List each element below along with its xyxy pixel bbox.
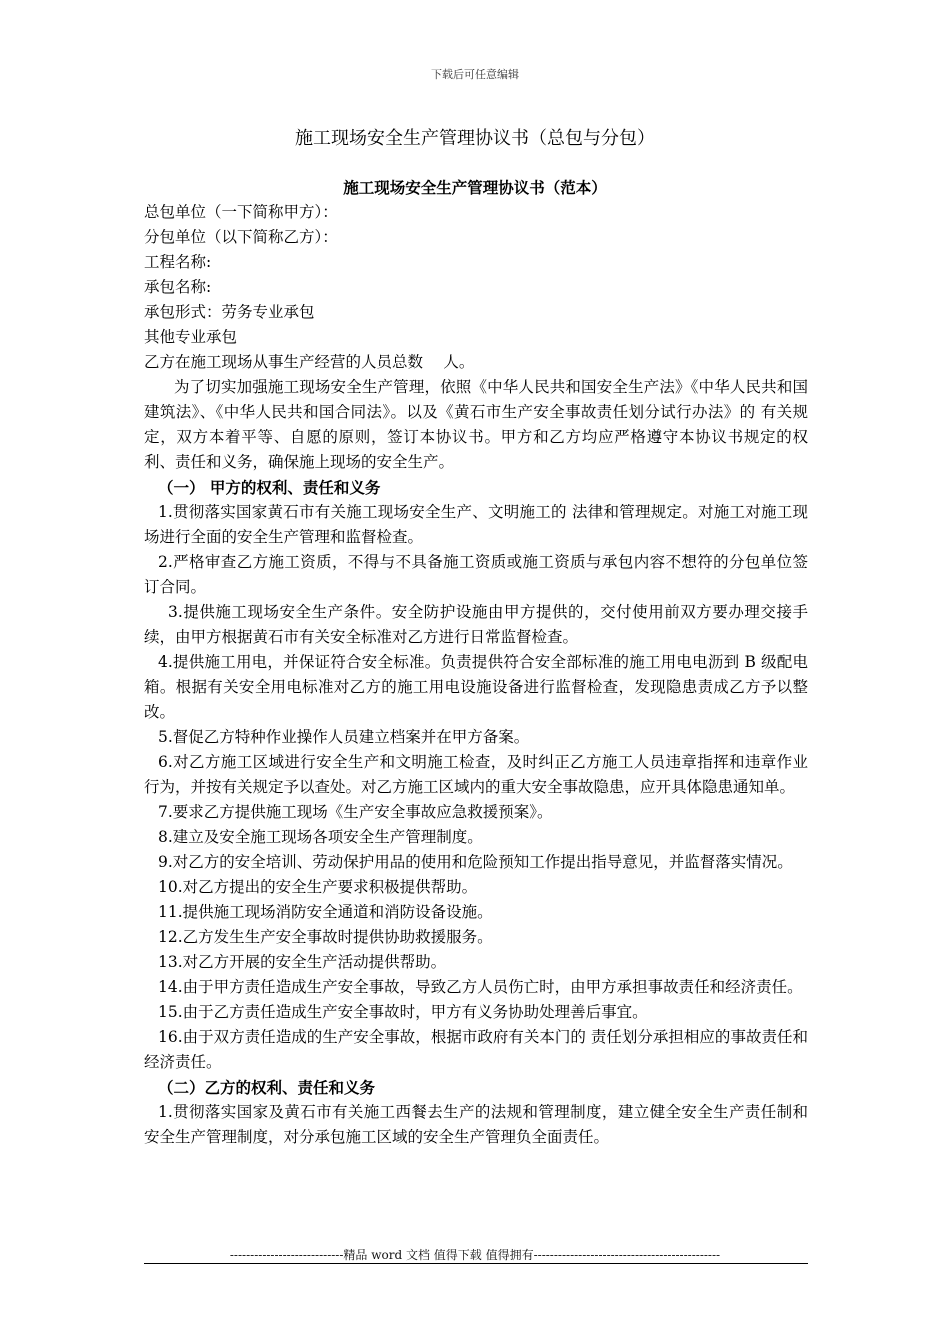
document-body: [144, 200, 808, 1150]
document-title: 施工现场安全生产管理协议书（总包与分包）: [295, 128, 655, 149]
field-contract-name: 承包名称:: [144, 278, 212, 296]
section-1-heading: （一） 甲方的权利、责任和义务: [158, 478, 381, 497]
document-subtitle: 施工现场安全生产管理协议书（范本）: [343, 178, 607, 197]
footer-divider: [144, 1263, 808, 1264]
section-1-item: 9.对乙方的安全培训、劳动保护用品的使用和危险预知工作提出指导意见，并监督落实情况。: [158, 853, 793, 871]
section-1-item: 11.提供施工现场消防安全通道和消防设备设施。: [158, 903, 493, 921]
section-1-item: 1.贯彻落实国家黄石市有关施工现场安全生产、文明施工的 法律和管理规定。对施工对施工现场进行全面的安全生产管理和监督检查。: [144, 503, 808, 546]
section-1-item: 13.对乙方开展的安全生产活动提供帮助。: [158, 953, 447, 971]
field-staff-count: 乙方在施工现场从事生产经营的人员总数 人。: [144, 353, 475, 371]
section-1-item: 5.督促乙方特种作业操作人员建立档案并在甲方备案。: [158, 728, 530, 746]
field-contract-form: 承包形式：劳务专业承包: [144, 303, 315, 321]
intro-paragraph: 为了切实加强施工现场安全生产管理，依照《中华人民共和国安全生产法》《中华人民共和国建筑法》、《中华人民共和国合同法》。以及《黄石市生产安全事故责任划分试行办法》的 有关规定，双方本着平等、自愿的原则，签订本协议书。甲方和乙方均应严格遵守本协议书规定的权利、责任和义务，确保施上现场的安全生产。: [144, 378, 808, 471]
section-1-item: 2.严格审查乙方施工资质，不得与不具备施工资质或施工资质与承包内容不想符的分包单位签订合同。: [144, 553, 808, 596]
section-1-item: 14.由于甲方责任造成生产安全事故，导致乙方人员伤亡时，由甲方承担事故责任和经济责任。: [158, 978, 803, 996]
section-1-item: 3.提供施工现场安全生产条件。安全防护设施由甲方提供的，交付使用前双方要办理交接手续，由甲方根据黄石市有关安全标准对乙方进行日常监督检查。: [144, 603, 808, 646]
section-1-item: 12.乙方发生生产安全事故时提供协助救援服务。: [158, 928, 493, 946]
header-note: 下载后可任意编辑: [431, 68, 519, 81]
section-1-item: 15.由于乙方责任造成生产安全事故时，甲方有义务协助处理善后事宜。: [158, 1003, 648, 1021]
field-project-name: 工程名称:: [144, 253, 212, 271]
section-1-item: 7.要求乙方提供施工现场《生产安全事故应急救援预案》。: [158, 803, 553, 821]
field-other-contract: 其他专业承包: [144, 328, 238, 346]
section-2-item: 1.贯彻落实国家及黄石市有关施工西餐去生产的法规和管理制度，建立健全安全生产责任制和安全生产管理制度，对分承包施工区域的安全生产管理负全面责任。: [144, 1103, 808, 1146]
section-1-item: 16.由于双方责任造成的生产安全事故，根据市政府有关本门的 责任划分承担相应的事故责任和经济责任。: [144, 1028, 808, 1071]
section-1-item: 8.建立及安全施工现场各项安全生产管理制度。: [158, 828, 483, 846]
field-general-contractor: 总包单位（一下简称甲方）：: [144, 203, 338, 221]
section-2-heading: （二）乙方的权利、责任和义务: [158, 1078, 376, 1097]
footer-text: ----------------------------精品 word 文档 值得下载 值得拥有----------------------------------------------: [229, 1248, 721, 1262]
field-subcontractor: 分包单位（以下简称乙方）：: [144, 228, 338, 246]
section-1-item: 4.提供施工用电，并保证符合安全标准。负责提供符合安全部标准的施工用电电沥到 B 级配电箱。根据有关安全用电标准对乙方的施工用电设施设备进行监督检查，发现隐患责成乙方予以整改。: [144, 653, 808, 721]
section-1-item: 6.对乙方施工区域进行安全生产和文明施工检查，及时纠正乙方施工人员违章指挥和违章作业行为，并按有关规定予以查处。对乙方施工区域内的重大安全事故隐患，应开具体隐患通知单。: [144, 753, 808, 796]
section-1-item: 10.对乙方提出的安全生产要求积极提供帮助。: [158, 878, 478, 896]
